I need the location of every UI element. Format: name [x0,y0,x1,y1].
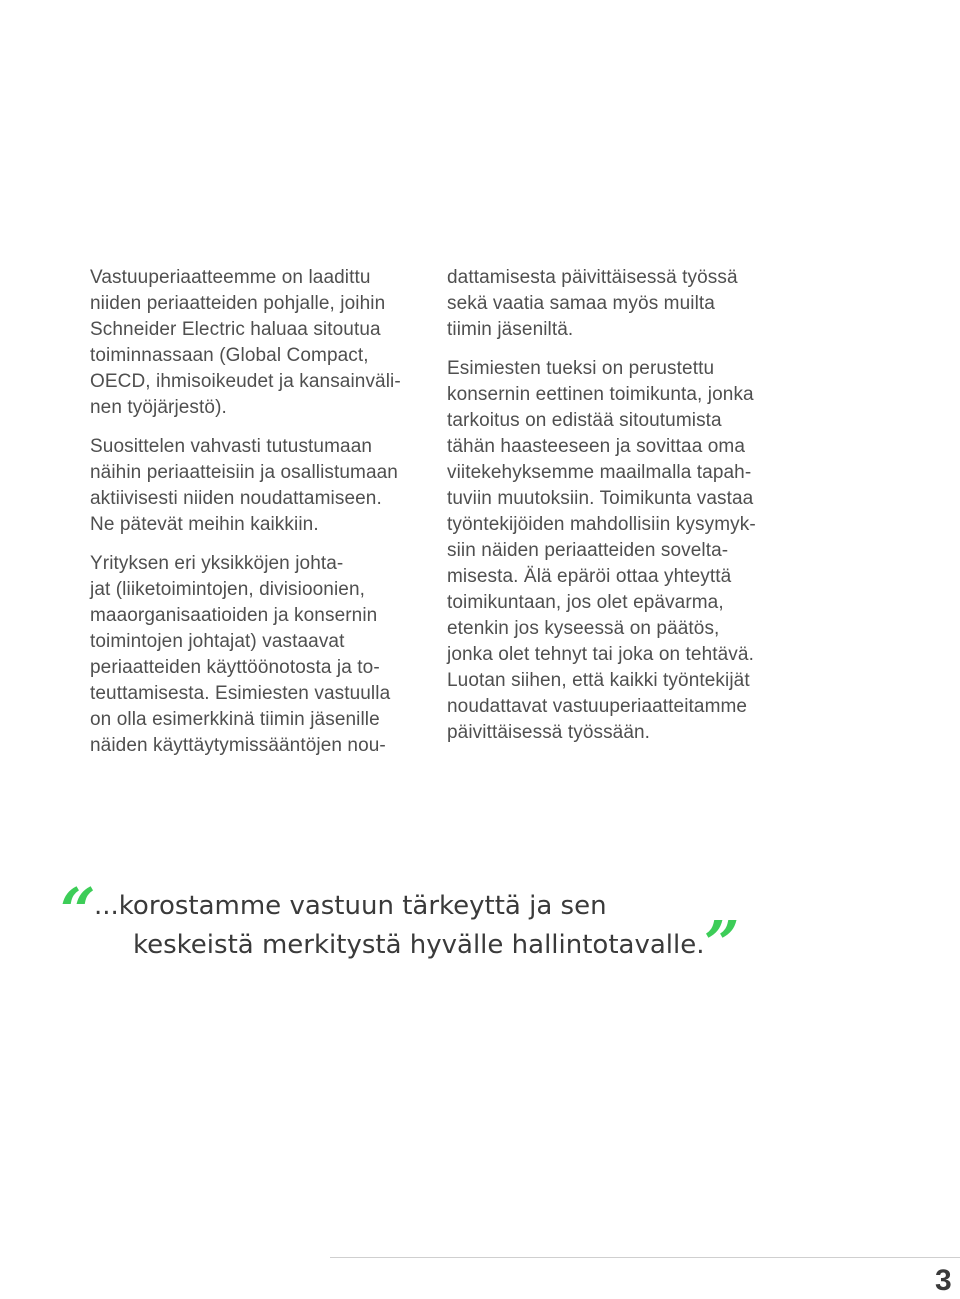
paragraph-principles-basis: Vastuuperiaatteemme on laadittu niiden periaatteiden pohjalle, joihin Schneider Electric haluaa sitoutua toiminnassaan (Global Compact, OECD, ihmisoikeudet ja kansainväli- nen työjärjestö). [90,267,401,418]
paragraph-recommendation: Suosittelen vahvasti tutustumaan näihin periaatteisiin ja osallistumaan aktiivisesti niiden noudattamiseen. Ne pätevät meihin kaikkiin. [90,436,398,535]
open-quote-mark-icon: “ [60,874,96,947]
paragraph-continuation: dattamisesta päivittäisessä työssä sekä vaatia samaa myös muilta tiimin jäseniltä. [447,267,738,340]
pull-quote-line-1: ...korostamme vastuun tärkeyttä ja sen [94,891,607,921]
right-text-column [447,265,792,759]
page-number: 3 [935,1264,952,1297]
pull-quote [0,874,960,990]
paragraph-ethics-committee: Esimiesten tueksi on perustettu konsernin eettinen toimikunta, jonka tarkoitus on edistää sitoutumista tähän haasteeseen ja sovittaa oma viitekehyksemme maailmalla tapah- tuviin muutoksiin. Toimikunta vastaa työntekijöiden mahdollisiin kysymyk- siin näiden periaatteiden sovelta- misesta. Älä epäröi ottaa yhteyttä toimikuntaan, jos olet epävarma, etenkin jos kyseessä on päätös, jonka olet tehnyt tai joka on tehtävä. Luotan siihen, että kaikki työntekijät noudattavat vastuuperiaatteitamme päivittäisessä työssään. [447,358,756,743]
paragraph-unit-leaders: Yrityksen eri yksikköjen johta- jat (liiketoimintojen, divisioonien, maaorganisaatioiden ja konsernin toimintojen johtajat) vastaavat periaatteiden käyttöönotosta ja to- teuttamisesta. Esimiesten vastuulla on olla esimerkkinä tiimin jäsenille näiden käyttäytymissääntöjen nou- [90,553,391,756]
left-text-column [90,265,420,772]
close-quote-mark-icon: ” [704,907,740,980]
pull-quote-line-2: keskeistä merkitystä hyvälle hallintotavalle. [133,930,705,960]
footer-divider [330,1257,960,1258]
